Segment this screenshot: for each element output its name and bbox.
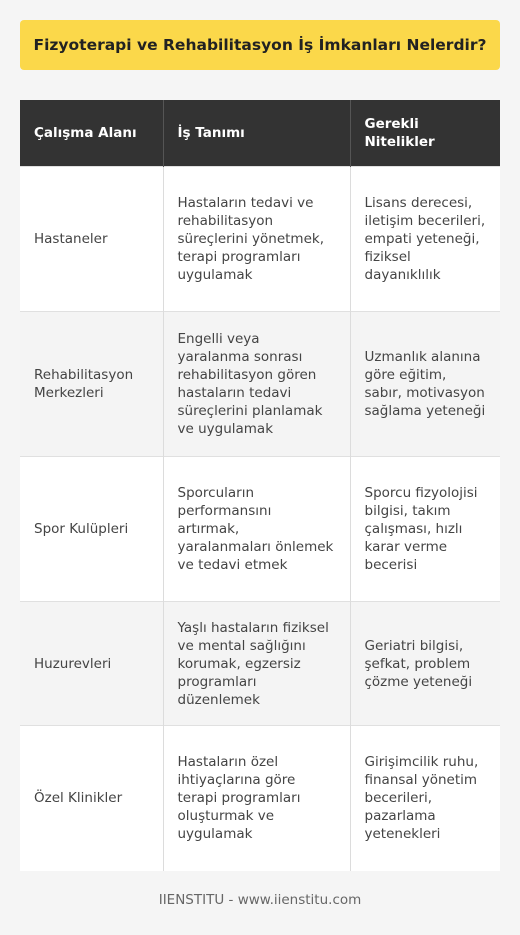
table-row: [20, 167, 500, 312]
cell-qualifications: Girişimcilik ruhu, finansal yönetim becerileri, pazarlama yetenekleri: [350, 726, 500, 871]
header-area: Çalışma Alanı: [20, 100, 163, 167]
cell-area: Spor Kulüpleri: [20, 457, 163, 602]
header-qualifications: Gerekli Nitelikler: [350, 100, 500, 167]
cell-area: Rehabilitasyon Merkezleri: [20, 312, 163, 457]
footer-credit: IIENSTITU - www.iienstitu.com: [158, 892, 362, 908]
cell-description: Sporcuların performansını artırmak, yaralanmaları önlemek ve tedavi etmek: [163, 457, 350, 602]
cell-description: Yaşlı hastaların fiziksel ve mental sağlığını korumak, egzersiz programları düzenlemek: [163, 602, 350, 726]
page-title: Fizyoterapi ve Rehabilitasyon İş İmkanları Nelerdir?: [20, 20, 500, 70]
cell-description: Hastaların özel ihtiyaçlarına göre terapi programları oluşturmak ve uygulamak: [163, 726, 350, 871]
cell-area: Özel Klinikler: [20, 726, 163, 871]
cell-description: Engelli veya yaralanma sonrası rehabilitasyon gören hastaların tedavi süreçlerini planlamak ve uygulamak: [163, 312, 350, 457]
table-row: [20, 457, 500, 602]
cell-qualifications: Lisans derecesi, iletişim becerileri, empati yeteneği, fiziksel dayanıklılık: [350, 167, 500, 312]
table-row: [20, 602, 500, 726]
table-row: [20, 726, 500, 871]
cell-qualifications: Geriatri bilgisi, şefkat, problem çözme yeteneği: [350, 602, 500, 726]
cell-qualifications: Uzmanlık alanına göre eğitim, sabır, motivasyon sağlama yeteneği: [350, 312, 500, 457]
cell-description: Hastaların tedavi ve rehabilitasyon süreçlerini yönetmek, terapi programları uygulamak: [163, 167, 350, 312]
header-description: İş Tanımı: [163, 100, 350, 167]
cell-area: Huzurevleri: [20, 602, 163, 726]
cell-area: Hastaneler: [20, 167, 163, 312]
table-header-row: [20, 100, 500, 167]
cell-qualifications: Sporcu fizyolojisi bilgisi, takım çalışması, hızlı karar verme becerisi: [350, 457, 500, 602]
job-table: [20, 100, 500, 871]
table-row: [20, 312, 500, 457]
